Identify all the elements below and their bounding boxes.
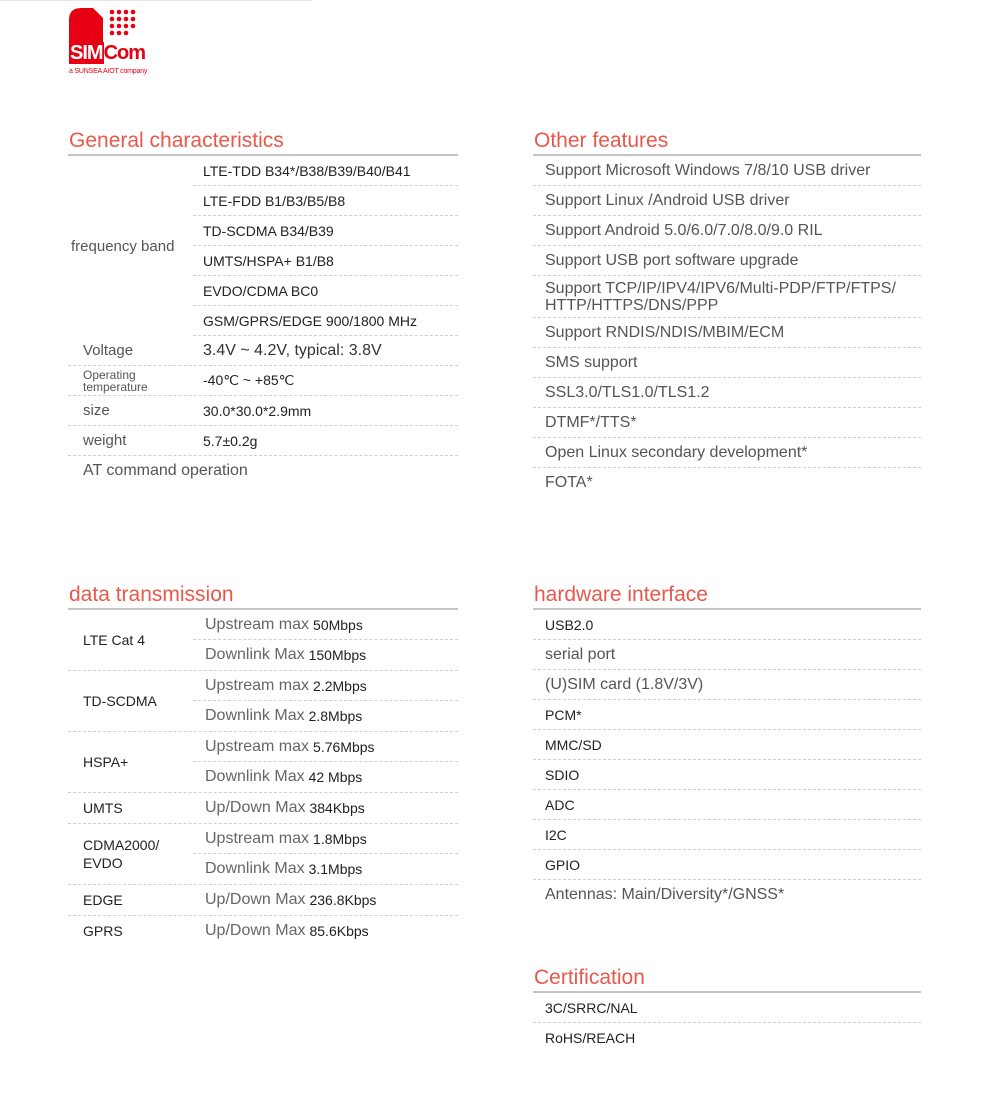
logo-dots-icon: [67, 6, 147, 46]
tech-label: HSPA+: [83, 754, 129, 770]
list-item: Support TCP/IP/IPV4/IPV6/Multi-PDP/FTP/FTPS/ HTTP/HTTPS/DNS/PPP: [533, 276, 921, 318]
list-item: Support RNDIS/NDIS/MBIM/ECM: [533, 318, 921, 348]
data-transmission-section: [68, 582, 458, 946]
table-row: [68, 610, 458, 671]
size-row: [68, 396, 458, 426]
upstream-rate: Upstream max 2.2Mbps: [193, 671, 458, 701]
list-item: Support Android 5.0/6.0/7.0/8.0/9.0 RIL: [533, 216, 921, 246]
frequency-band-item: LTE-FDD B1/B3/B5/B8: [193, 186, 458, 216]
list-item: Support Linux /Android USB driver: [533, 186, 921, 216]
weight-row: [68, 426, 458, 456]
weight-value: 5.7±0.2g: [203, 432, 258, 449]
frequency-band-label: frequency band: [71, 237, 175, 255]
upstream-rate: Upstream max 50Mbps: [193, 610, 458, 640]
downlink-rate: Downlink Max 150Mbps: [205, 646, 367, 663]
downlink-rate: Downlink Max 42 Mbps: [205, 768, 363, 785]
list-item: Support USB port software upgrade: [533, 246, 921, 276]
tech-label: LTE Cat 4: [83, 632, 145, 648]
operating-temperature-row: [68, 366, 458, 396]
list-item: RoHS/REACH: [545, 1030, 636, 1046]
table-row: [68, 824, 458, 885]
logo-wordmark: SIMCom: [70, 42, 146, 64]
hardware-interface-section: [533, 582, 921, 910]
updown-rate: Up/Down Max 384Kbps: [205, 799, 365, 816]
list-item: serial port: [533, 640, 921, 670]
list-item: SSL3.0/TLS1.0/TLS1.2: [533, 378, 921, 408]
simcom-logo: [67, 6, 167, 76]
section-title: hardware interface: [534, 583, 708, 606]
list-item: SMS support: [533, 348, 921, 378]
section-title: data transmission: [69, 583, 234, 606]
frequency-band-item: UMTS/HSPA+ B1/B8: [193, 246, 458, 276]
list-item: Antennas: Main/Diversity*/GNSS*: [545, 886, 785, 903]
voltage-row: [68, 336, 458, 366]
at-command-text: AT command operation: [83, 462, 248, 479]
voltage-value: 3.4V ~ 4.2V, typical: 3.8V: [203, 341, 382, 359]
list-item: GPIO: [533, 850, 921, 880]
other-features-section: [533, 128, 921, 498]
section-title: Certification: [534, 966, 645, 989]
tech-label: TD-SCDMA: [83, 693, 157, 709]
list-item: I2C: [533, 820, 921, 850]
tech-label: UMTS: [83, 800, 123, 816]
general-characteristics-section: [68, 128, 458, 486]
frequency-band-block: [68, 156, 458, 336]
logo-tagline: a SUNSEA AIOT company: [69, 68, 148, 75]
downlink-rate: Downlink Max 3.1Mbps: [205, 860, 363, 877]
operating-temperature-label: Operating temperature: [83, 367, 148, 394]
updown-rate: Up/Down Max 236.8Kbps: [205, 891, 377, 908]
operating-temperature-value: -40℃ ~ +85℃: [203, 372, 295, 388]
top-divider: [0, 0, 312, 1]
list-item: ADC: [533, 790, 921, 820]
size-label: size: [83, 402, 110, 419]
upstream-rate: Upstream max 1.8Mbps: [193, 824, 458, 854]
list-item: DTMF*/TTS*: [533, 408, 921, 438]
tech-label: EDGE: [83, 892, 123, 908]
section-title: General characteristics: [69, 129, 284, 152]
frequency-band-item: LTE-TDD B34*/B38/B39/B40/B41: [193, 156, 458, 186]
list-item: Support Microsoft Windows 7/8/10 USB driver: [533, 156, 921, 186]
tech-label: CDMA2000/ EVDO: [83, 837, 160, 871]
list-item: PCM*: [533, 700, 921, 730]
list-item: SDIO: [533, 760, 921, 790]
frequency-band-item: GSM/GPRS/EDGE 900/1800 MHz: [193, 306, 458, 336]
list-item: 3C/SRRC/NAL: [533, 993, 921, 1023]
list-item: Open Linux secondary development*: [533, 438, 921, 468]
frequency-band-item: EVDO/CDMA BC0: [193, 276, 458, 306]
list-item: MMC/SD: [533, 730, 921, 760]
list-item: (U)SIM card (1.8V/3V): [533, 670, 921, 700]
list-item: FOTA*: [545, 474, 593, 491]
weight-label: weight: [83, 432, 127, 449]
frequency-band-item: TD-SCDMA B34/B39: [193, 216, 458, 246]
section-title: Other features: [534, 129, 669, 152]
table-row: [68, 916, 458, 946]
size-value: 30.0*30.0*2.9mm: [203, 402, 312, 419]
table-row: [68, 671, 458, 732]
updown-rate: Up/Down Max 85.6Kbps: [205, 922, 369, 939]
table-row: [68, 732, 458, 793]
certification-section: [533, 965, 921, 1053]
voltage-label: Voltage: [83, 342, 134, 359]
downlink-rate: Downlink Max 2.8Mbps: [205, 707, 363, 724]
table-row: [68, 793, 458, 824]
upstream-rate: Upstream max 5.76Mbps: [193, 732, 458, 762]
list-item: USB2.0: [533, 610, 921, 640]
tech-label: GPRS: [83, 923, 123, 939]
table-row: [68, 885, 458, 916]
